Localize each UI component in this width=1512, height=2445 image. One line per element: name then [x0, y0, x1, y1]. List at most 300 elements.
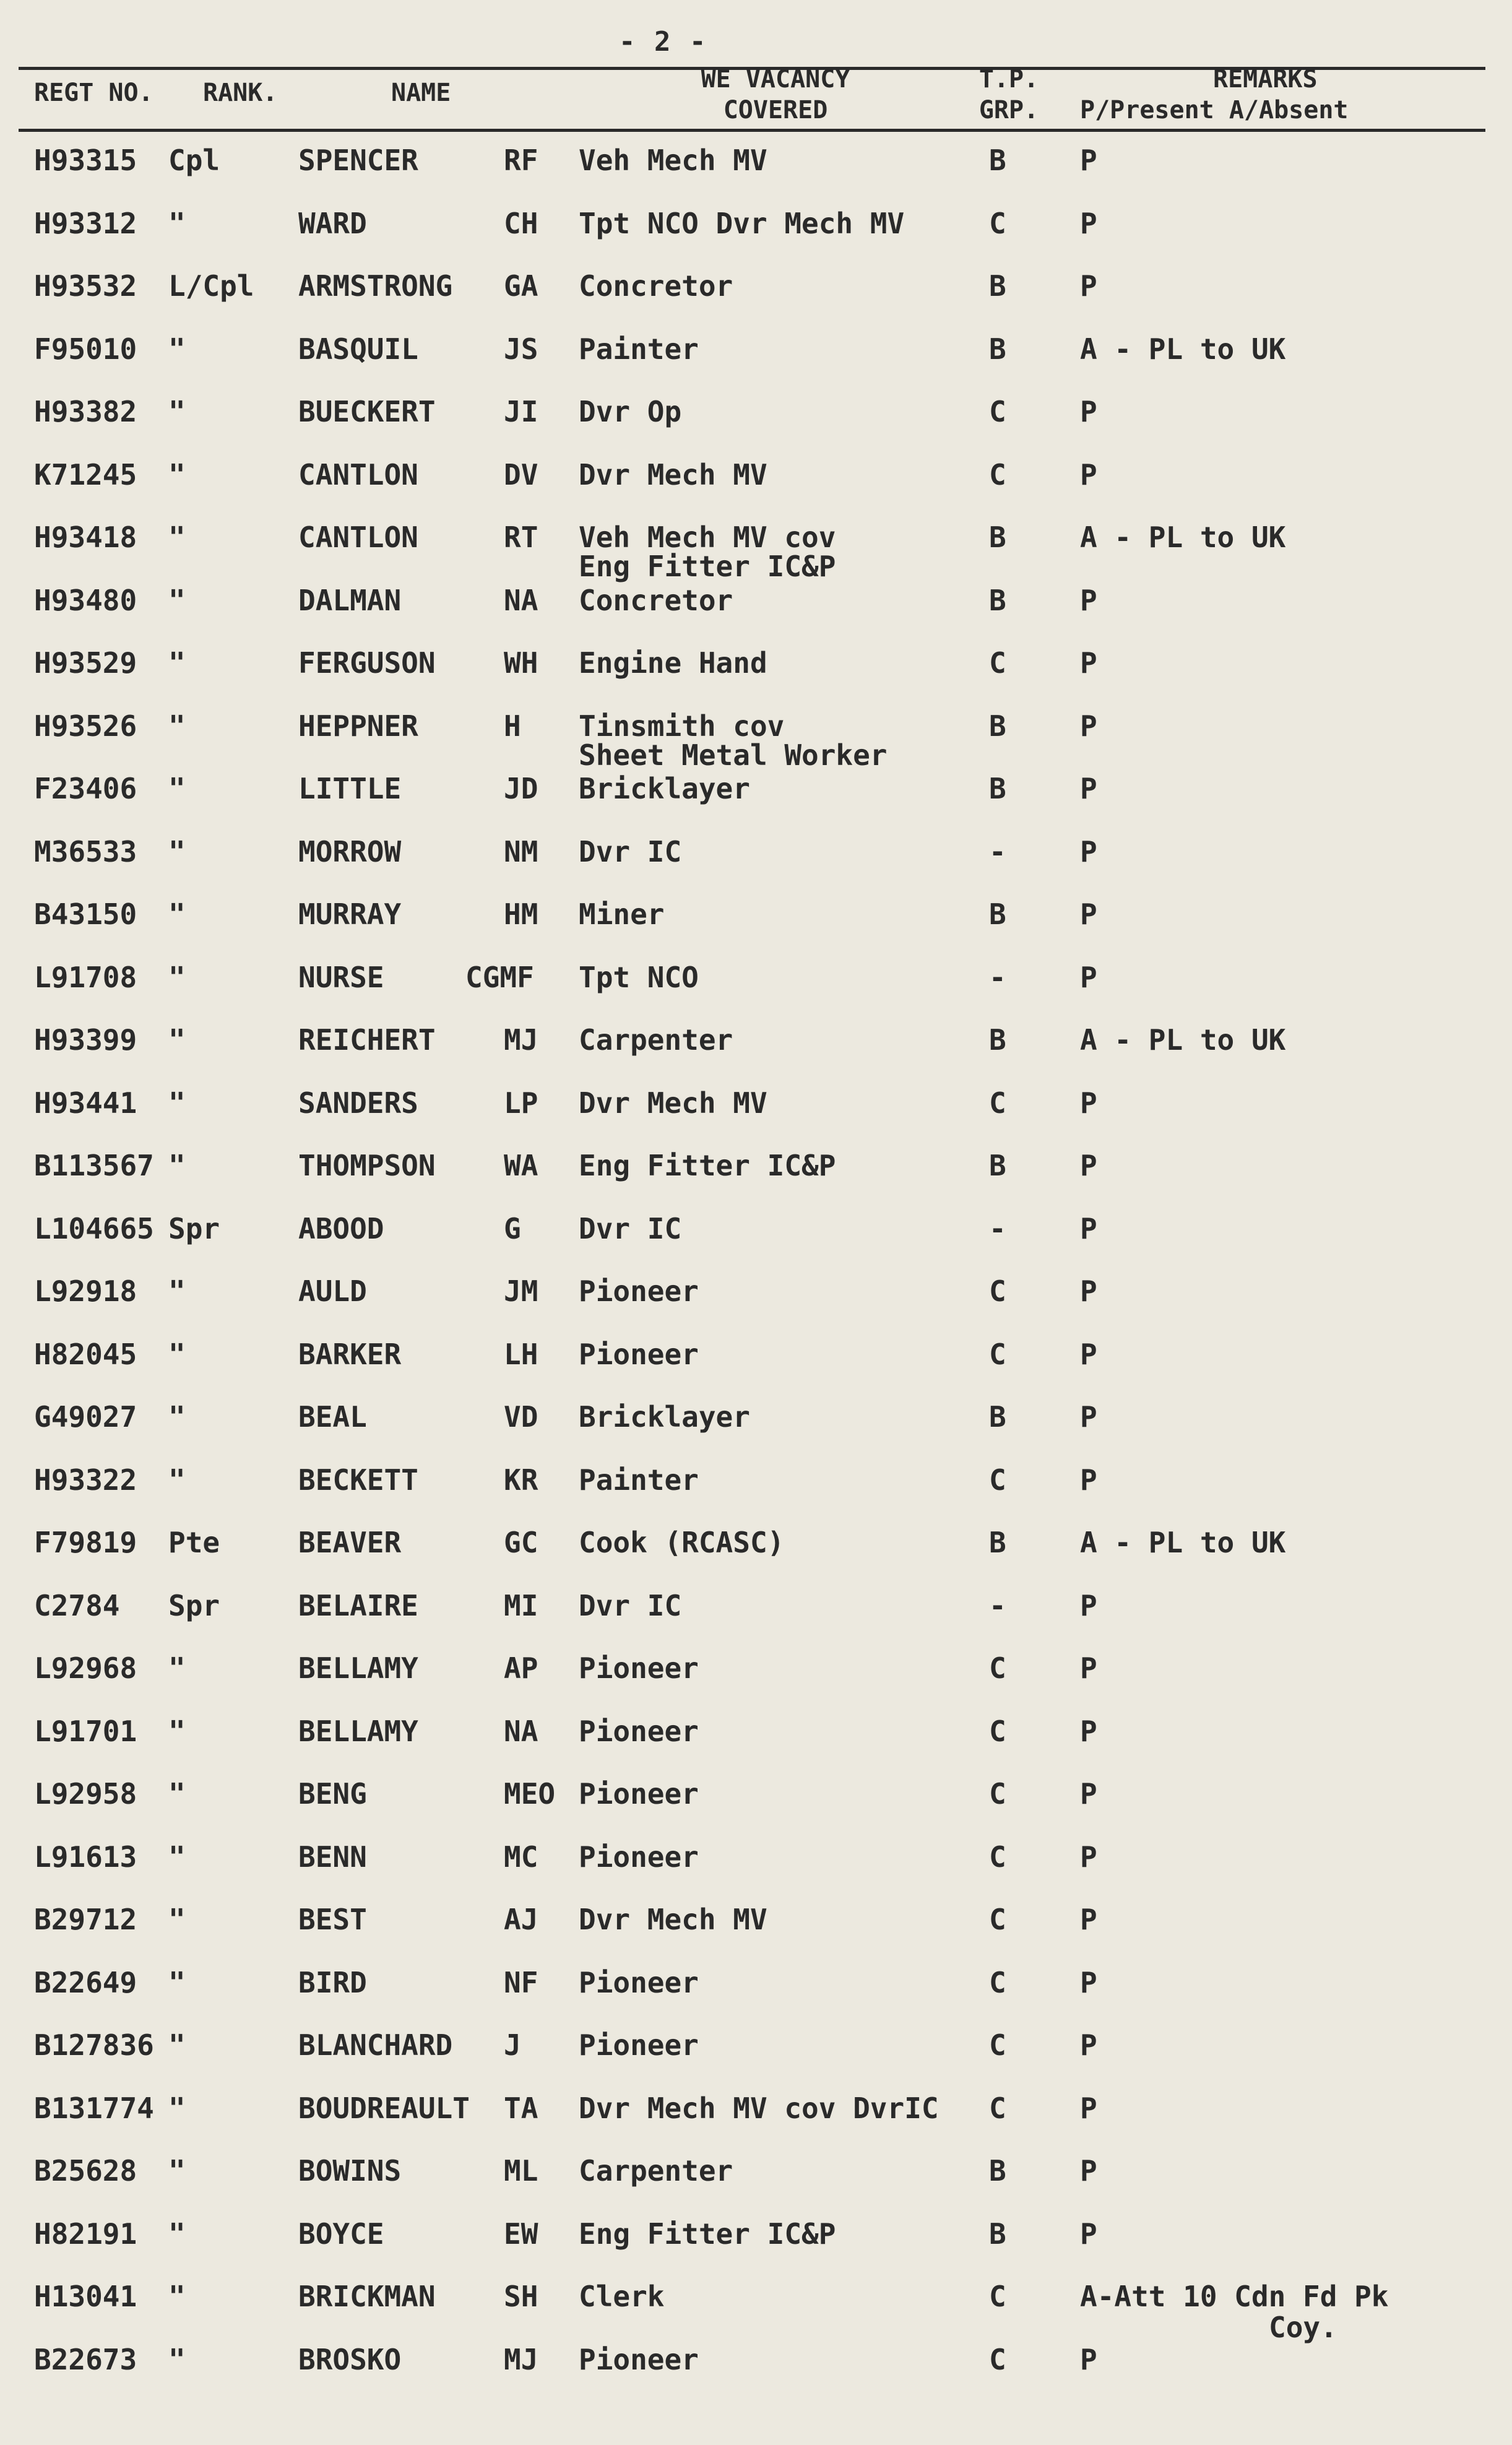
remarks-cell: A - PL to UK [1080, 1023, 1286, 1057]
name-cell: CANTLON [298, 457, 418, 491]
remarks-cell: P [1080, 144, 1097, 177]
table-row [0, 1962, 1512, 2025]
name-cell: BENN [298, 1840, 367, 1874]
rank-cell: " [168, 1337, 186, 1371]
initials-cell: JS [504, 332, 538, 366]
table-row [0, 1459, 1512, 1522]
remarks-cell: P [1080, 395, 1097, 428]
remarks-cell: P [1080, 2091, 1097, 2125]
name-cell: BEST [298, 1903, 367, 1936]
tp-grp-cell: B [989, 2217, 1006, 2251]
tp-grp-cell: C [989, 2091, 1006, 2125]
header-tp-line2: GRP. [978, 96, 1039, 124]
trade-cell: Dvr Mech MV [579, 1086, 767, 1120]
name-cell: ARMSTRONG [298, 269, 453, 303]
header-name: NAME [391, 79, 451, 107]
tp-grp-cell: C [989, 2342, 1006, 2376]
tp-grp-cell: B [989, 269, 1006, 303]
regt-no-cell: B127836 [34, 2028, 154, 2062]
name-cell: ABOOD [298, 1211, 384, 1245]
initials-cell: MJ [504, 2342, 538, 2376]
name-cell: THOMPSON [298, 1149, 436, 1182]
name-cell: BEAVER [298, 1526, 402, 1559]
table-row [0, 265, 1512, 328]
rank-cell: " [168, 1777, 186, 1811]
regt-no-cell: L91613 [34, 1840, 137, 1874]
rank-cell: " [168, 395, 186, 428]
name-cell: BOUDREAULT [298, 2091, 470, 2125]
tp-grp-cell: C [989, 2280, 1006, 2313]
initials-cell: EW [504, 2217, 538, 2251]
remarks-cell-line2: Coy. [1269, 2311, 1337, 2344]
header-tp-grp [969, 64, 1049, 126]
remarks-cell: P [1080, 583, 1097, 617]
trade-cell: Concretor [579, 583, 733, 617]
tp-grp-cell: B [989, 1400, 1006, 1434]
rank-cell: " [168, 772, 186, 805]
table-row [0, 1836, 1512, 1899]
name-cell: LITTLE [298, 772, 402, 805]
trade-cell: Dvr IC [579, 1588, 682, 1622]
initials-cell: DV [504, 457, 538, 491]
rank-cell: " [168, 898, 186, 931]
rank-cell: " [168, 1274, 186, 1308]
regt-no-cell: B22649 [34, 1965, 137, 1999]
table-row [0, 1019, 1512, 1082]
trade-cell: Veh Mech MV cov [579, 521, 836, 554]
tp-grp-cell: B [989, 772, 1006, 805]
trade-cell: Carpenter [579, 2154, 733, 2188]
rank-cell: " [168, 1651, 186, 1685]
table-row [0, 1585, 1512, 1648]
name-cell: AULD [298, 1274, 367, 1308]
remarks-cell: P [1080, 772, 1097, 805]
tp-grp-cell: C [989, 2028, 1006, 2062]
regt-no-cell: H93529 [34, 646, 137, 680]
rank-cell: " [168, 1023, 186, 1057]
table-row [0, 2275, 1512, 2344]
name-cell: BEAL [298, 1400, 367, 1434]
trade-cell: Tpt NCO [579, 960, 699, 994]
initials-cell: KR [504, 1463, 538, 1497]
name-cell: BELLAMY [298, 1714, 418, 1748]
trade-cell: Eng Fitter IC&P [579, 2217, 836, 2251]
name-cell: CANTLON [298, 521, 418, 554]
rank-cell: " [168, 1714, 186, 1748]
initials-cell: NA [504, 583, 538, 617]
header-remarks [1080, 64, 1451, 126]
tp-grp-cell: - [989, 1211, 1006, 1245]
table-row [0, 1208, 1512, 1271]
initials-cell: AJ [504, 1903, 538, 1936]
name-cell: SANDERS [298, 1086, 418, 1120]
regt-no-cell: H13041 [34, 2280, 137, 2313]
trade-cell: Carpenter [579, 1023, 733, 1057]
table-row [0, 1773, 1512, 1836]
remarks-cell: P [1080, 1651, 1097, 1685]
table-row [0, 516, 1512, 583]
trade-cell: Engine Hand [579, 646, 767, 680]
remarks-cell: P [1080, 1086, 1097, 1120]
rank-cell: " [168, 1840, 186, 1874]
tp-grp-cell: - [989, 834, 1006, 868]
name-cell: BRICKMAN [298, 2280, 436, 2313]
remarks-cell: P [1080, 1211, 1097, 1245]
tp-grp-cell: - [989, 960, 1006, 994]
rank-cell: " [168, 206, 186, 240]
tp-grp-cell: B [989, 332, 1006, 366]
regt-no-cell: L104665 [34, 1211, 154, 1245]
rank-cell: " [168, 521, 186, 554]
rank-cell: " [168, 583, 186, 617]
rank-cell: " [168, 1903, 186, 1936]
remarks-cell: P [1080, 2028, 1097, 2062]
regt-no-cell: L91708 [34, 960, 137, 994]
regt-no-cell: B25628 [34, 2154, 137, 2188]
tp-grp-cell: C [989, 1274, 1006, 1308]
rank-cell: " [168, 2091, 186, 2125]
table-row [0, 1647, 1512, 1710]
trade-cell: Clerk [579, 2280, 665, 2313]
table-row [0, 1396, 1512, 1459]
remarks-cell: A - PL to UK [1080, 332, 1286, 366]
remarks-cell: P [1080, 1274, 1097, 1308]
regt-no-cell: H93322 [34, 1463, 137, 1497]
table-row [0, 768, 1512, 831]
table-row [0, 956, 1512, 1019]
remarks-cell: P [1080, 898, 1097, 931]
tp-grp-cell: C [989, 1651, 1006, 1685]
initials-cell: RF [504, 144, 538, 177]
initials-cell: G [504, 1211, 521, 1245]
remarks-cell: P [1080, 1965, 1097, 1999]
initials-cell: J [504, 2028, 521, 2062]
initials-cell: GA [504, 269, 538, 303]
tp-grp-cell: C [989, 1840, 1006, 1874]
regt-no-cell: H93399 [34, 1023, 137, 1057]
remarks-cell: P [1080, 1463, 1097, 1497]
table-row [0, 1898, 1512, 1962]
regt-no-cell: H93441 [34, 1086, 137, 1120]
initials-cell: AP [504, 1651, 538, 1685]
regt-no-cell: F95010 [34, 332, 137, 366]
trade-cell-line2: Sheet Metal Worker [579, 738, 888, 772]
tp-grp-cell: B [989, 1526, 1006, 1559]
rank-cell: Spr [168, 1211, 220, 1245]
tp-grp-cell: C [989, 206, 1006, 240]
regt-no-cell: H82045 [34, 1337, 137, 1371]
trade-cell: Pioneer [579, 2028, 699, 2062]
table-row [0, 705, 1512, 772]
name-cell: BUECKERT [298, 395, 436, 428]
regt-no-cell: L91701 [34, 1714, 137, 1748]
regt-no-cell: B29712 [34, 1903, 137, 1936]
name-cell: BIRD [298, 1965, 367, 1999]
tp-grp-cell: C [989, 1777, 1006, 1811]
initials-cell: H [504, 709, 521, 743]
rank-cell: " [168, 457, 186, 491]
rank-cell: " [168, 1149, 186, 1182]
name-cell: MORROW [298, 834, 402, 868]
regt-no-cell: B131774 [34, 2091, 154, 2125]
rank-cell: Spr [168, 1588, 220, 1622]
trade-cell: Painter [579, 1463, 699, 1497]
tp-grp-cell: B [989, 1149, 1006, 1182]
regt-no-cell: H93418 [34, 521, 137, 554]
regt-no-cell: B22673 [34, 2342, 137, 2376]
tp-grp-cell: B [989, 1023, 1006, 1057]
initials-cell: JD [504, 772, 538, 805]
initials-cell: CH [504, 206, 538, 240]
remarks-cell: P [1080, 1588, 1097, 1622]
header-remarks-line1: REMARKS [1213, 65, 1318, 93]
table-row [0, 2024, 1512, 2087]
trade-cell: Dvr Mech MV cov DvrIC [579, 2091, 939, 2125]
regt-no-cell: H93480 [34, 583, 137, 617]
tp-grp-cell: C [989, 1903, 1006, 1936]
trade-cell: Tpt NCO Dvr Mech MV [579, 206, 905, 240]
name-cell: BLANCHARD [298, 2028, 453, 2062]
initials-cell: SH [504, 2280, 538, 2313]
initials-cell: ML [504, 2154, 538, 2188]
table-row [0, 1710, 1512, 1773]
tp-grp-cell: B [989, 2154, 1006, 2188]
regt-no-cell: L92968 [34, 1651, 137, 1685]
initials-cell: JI [504, 395, 538, 428]
initials-cell: RT [504, 521, 538, 554]
page-number: - 2 - [619, 26, 707, 58]
initials-cell: WA [504, 1149, 538, 1182]
trade-cell: Painter [579, 332, 699, 366]
remarks-cell: P [1080, 206, 1097, 240]
regt-no-cell: H93532 [34, 269, 137, 303]
regt-no-cell: B113567 [34, 1149, 154, 1182]
rank-cell: " [168, 646, 186, 680]
trade-cell: Dvr IC [579, 834, 682, 868]
trade-cell: Pioneer [579, 1840, 699, 1874]
header-vacancy [673, 64, 878, 126]
remarks-cell: P [1080, 1714, 1097, 1748]
name-cell: BENG [298, 1777, 367, 1811]
rank-cell: " [168, 1965, 186, 1999]
table-row [0, 1145, 1512, 1208]
table-row [0, 1333, 1512, 1396]
rank-cell: " [168, 960, 186, 994]
table-row [0, 2150, 1512, 2213]
table-row [0, 579, 1512, 643]
remarks-cell: P [1080, 1149, 1097, 1182]
trade-cell: Dvr Mech MV [579, 457, 767, 491]
rank-cell: " [168, 2342, 186, 2376]
regt-no-cell: M36533 [34, 834, 137, 868]
name-cell: NURSE [298, 960, 384, 994]
tp-grp-cell: - [989, 1588, 1006, 1622]
remarks-cell: P [1080, 2217, 1097, 2251]
tp-grp-cell: C [989, 1965, 1006, 1999]
initials-cell: MI [504, 1588, 538, 1622]
name-cell: BASQUIL [298, 332, 418, 366]
name-cell: BROSKO [298, 2342, 402, 2376]
remarks-cell: P [1080, 1400, 1097, 1434]
remarks-cell: P [1080, 2154, 1097, 2188]
regt-no-cell: H93382 [34, 395, 137, 428]
initials-cell: LH [504, 1337, 538, 1371]
table-row [0, 328, 1512, 391]
rank-cell: " [168, 834, 186, 868]
regt-no-cell: C2784 [34, 1588, 120, 1622]
table-row [0, 139, 1512, 202]
table-row [0, 454, 1512, 517]
trade-cell: Bricklayer [579, 1400, 750, 1434]
name-cell: BECKETT [298, 1463, 418, 1497]
name-cell: BOYCE [298, 2217, 384, 2251]
initials-cell: JM [504, 1274, 538, 1308]
trade-cell: Miner [579, 898, 665, 931]
initials-cell: WH [504, 646, 538, 680]
trade-cell-line2: Eng Fitter IC&P [579, 550, 836, 583]
table-row [0, 2087, 1512, 2150]
remarks-cell: P [1080, 1337, 1097, 1371]
initials-cell: NA [504, 1714, 538, 1748]
name-cell: DALMAN [298, 583, 402, 617]
regt-no-cell: H93526 [34, 709, 137, 743]
trade-cell: Pioneer [579, 1714, 699, 1748]
initials-cell: GC [504, 1526, 538, 1559]
rank-cell: " [168, 1400, 186, 1434]
table-row [0, 202, 1512, 266]
header-regt-no: REGT NO. [34, 79, 153, 107]
remarks-cell: P [1080, 457, 1097, 491]
header-vacancy-line2: COVERED [723, 96, 828, 124]
table-row [0, 642, 1512, 705]
tp-grp-cell: B [989, 709, 1006, 743]
table-row [0, 831, 1512, 894]
nominal-roll-table [0, 139, 1512, 2401]
tp-grp-cell: B [989, 583, 1006, 617]
tp-grp-cell: C [989, 1086, 1006, 1120]
rank-cell: " [168, 332, 186, 366]
remarks-cell: P [1080, 1777, 1097, 1811]
table-row [0, 1270, 1512, 1333]
remarks-cell: A - PL to UK [1080, 521, 1286, 554]
trade-cell: Pioneer [579, 1965, 699, 1999]
regt-no-cell: L92918 [34, 1274, 137, 1308]
rank-cell: " [168, 2028, 186, 2062]
header-remarks-line2: P/Present A/Absent [1080, 96, 1349, 124]
regt-no-cell: G49027 [34, 1400, 137, 1434]
trade-cell: Pioneer [579, 2342, 699, 2376]
initials-cell: MC [504, 1840, 538, 1874]
tp-grp-cell: C [989, 1337, 1006, 1371]
rank-cell: " [168, 1086, 186, 1120]
regt-no-cell: H82191 [34, 2217, 137, 2251]
table-row [0, 1521, 1512, 1585]
trade-cell: Concretor [579, 269, 733, 303]
name-cell: BARKER [298, 1337, 402, 1371]
table-row [0, 893, 1512, 956]
name-cell: FERGUSON [298, 646, 436, 680]
remarks-cell: P [1080, 834, 1097, 868]
rank-cell: Pte [168, 1526, 220, 1559]
remarks-cell: P [1080, 1840, 1097, 1874]
remarks-cell: P [1080, 269, 1097, 303]
initials-cell: NM [504, 834, 538, 868]
remarks-cell: A-Att 10 Cdn Fd Pk [1080, 2280, 1389, 2313]
name-cell: REICHERT [298, 1023, 436, 1057]
trade-cell: Pioneer [579, 1777, 699, 1811]
name-cell: WARD [298, 206, 367, 240]
name-cell: BELAIRE [298, 1588, 418, 1622]
name-cell: BOWINS [298, 2154, 402, 2188]
tp-grp-cell: B [989, 521, 1006, 554]
remarks-cell: A - PL to UK [1080, 1526, 1286, 1559]
regt-no-cell: L92958 [34, 1777, 137, 1811]
rank-cell: " [168, 2280, 186, 2313]
table-row [0, 2339, 1512, 2402]
trade-cell: Pioneer [579, 1651, 699, 1685]
regt-no-cell: H93315 [34, 144, 137, 177]
trade-cell: Cook (RCASC) [579, 1526, 785, 1559]
tp-grp-cell: C [989, 1463, 1006, 1497]
header-bottom-rule [19, 129, 1485, 132]
tp-grp-cell: C [989, 395, 1006, 428]
header-rank: RANK. [203, 79, 278, 107]
initials-cell: TA [504, 2091, 538, 2125]
remarks-cell: P [1080, 646, 1097, 680]
initials-cell: MJ [504, 1023, 538, 1057]
header-vacancy-line1: WE VACANCY [701, 65, 850, 93]
remarks-cell: P [1080, 709, 1097, 743]
tp-grp-cell: C [989, 1714, 1006, 1748]
name-cell: MURRAY [298, 898, 402, 931]
trade-cell: Dvr IC [579, 1211, 682, 1245]
remarks-cell: P [1080, 2342, 1097, 2376]
initials-cell: NF [504, 1965, 538, 1999]
tp-grp-cell: C [989, 457, 1006, 491]
table-row [0, 391, 1512, 454]
initials-cell: LP [504, 1086, 538, 1120]
rank-cell: Cpl [168, 144, 220, 177]
initials-cell: CGMF [465, 960, 534, 994]
trade-cell: Tinsmith cov [579, 709, 785, 743]
initials-cell: HM [504, 898, 538, 931]
table-row [0, 1082, 1512, 1145]
tp-grp-cell: C [989, 646, 1006, 680]
trade-cell: Eng Fitter IC&P [579, 1149, 836, 1182]
initials-cell: VD [504, 1400, 538, 1434]
remarks-cell: P [1080, 1903, 1097, 1936]
trade-cell: Bricklayer [579, 772, 750, 805]
regt-no-cell: H93312 [34, 206, 137, 240]
header-tp-line1: T.P. [978, 65, 1039, 93]
trade-cell: Pioneer [579, 1337, 699, 1371]
trade-cell: Dvr Mech MV [579, 1903, 767, 1936]
trade-cell: Veh Mech MV [579, 144, 767, 177]
remarks-cell: P [1080, 960, 1097, 994]
table-row [0, 2213, 1512, 2276]
rank-cell: " [168, 2154, 186, 2188]
rank-cell: " [168, 1463, 186, 1497]
regt-no-cell: B43150 [34, 898, 137, 931]
trade-cell: Dvr Op [579, 395, 682, 428]
trade-cell: Pioneer [579, 1274, 699, 1308]
regt-no-cell: K71245 [34, 457, 137, 491]
tp-grp-cell: B [989, 144, 1006, 177]
regt-no-cell: F79819 [34, 1526, 137, 1559]
initials-cell: MEO [504, 1777, 556, 1811]
name-cell: BELLAMY [298, 1651, 418, 1685]
tp-grp-cell: B [989, 898, 1006, 931]
